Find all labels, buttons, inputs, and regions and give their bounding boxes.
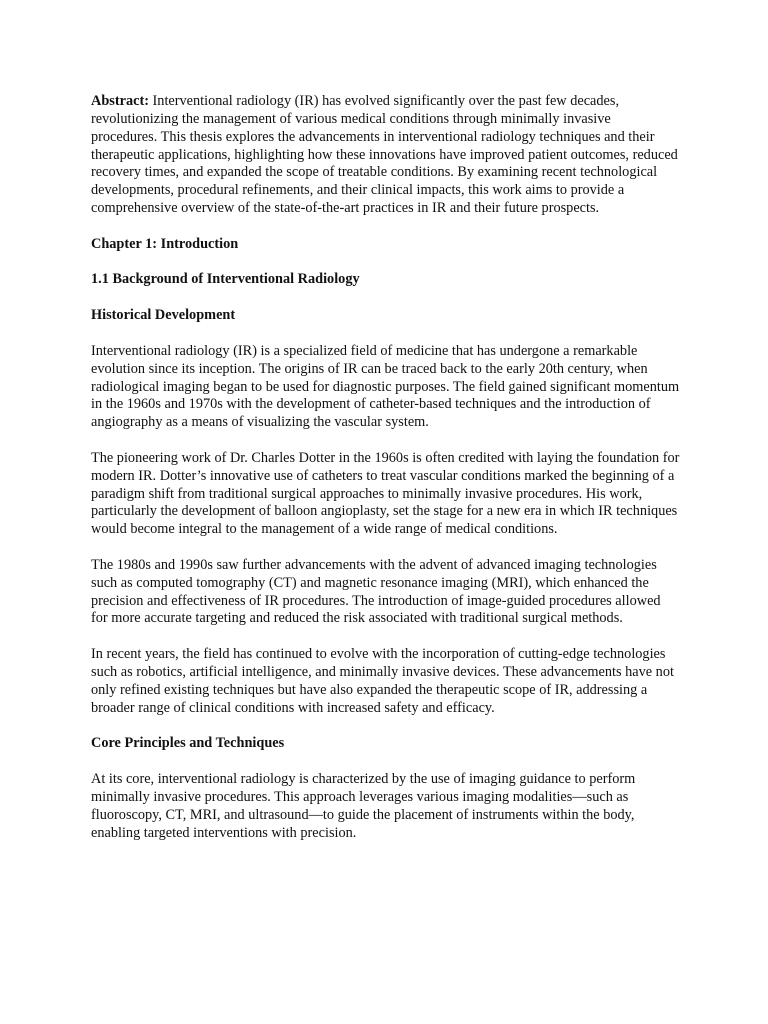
abstract-label: Abstract: [91,93,149,109]
historical-paragraph-3: The 1980s and 1990s saw further advancements with the advent of advanced imaging technologies such as computed tomography (CT) and magnetic resonance imaging (MRI), which enhanced the precision and effectiveness of IR procedures. The introduction of image-guided procedures allowed for more accurate targeting and reduced the risk associated with traditional surgical methods. [91,556,661,627]
historical-paragraph-4: In recent years, the field has continued to evolve with the incorporation of cutting-edge technologies such as robotics, artificial intelligence, and minimally invasive devices. These advancements have not only refined existing techniques but have also expanded the therapeutic scope of IR, addressing a broader range of clinical conditions with increased safety and efficacy. [91,646,674,716]
historical-paragraph-2: The pioneering work of Dr. Charles Dotter in the 1960s is often credited with laying the foundation for modern IR. Dotter’s innovative use of catheters to treat vascular conditions marked the beginning of a paradigm shift from traditional surgical approaches to minimally invasive procedures. His work, particularly the development of balloon angioplasty, set the stage for a new era in which IR techniques would become integral to the management of a wide range of medical conditions. [91,449,680,538]
abstract-paragraph [91,93,680,218]
historical-development-heading: Historical Development [91,307,236,324]
chapter-title: Chapter 1: Introduction [91,235,239,252]
core-paragraph-1: At its core, interventional radiology is characterized by the use of imaging guidance to perform minimally invasive procedures. This approach leverages various imaging modalities—such as fluoroscopy, CT, MRI, and ultrasound—to guide the placement of instruments within the body, enabling targeted interventions with precision. [91,771,636,841]
abstract-text: Interventional radiology (IR) has evolved significantly over the past few decades, revolutionizing the management of various medical conditions through minimally invasive procedures. This thesis explores the advancements in interventional radiology techniques and their therapeutic applications, highlighting how these innovations have improved patient outcomes, reduced recovery times, and expanded the scope of treatable conditions. By examining recent technological developments, procedural refinements, and their clinical impacts, this work aims to provide a comprehensive overview of the state-of-the-art practices in IR and their future prospects. [91,93,678,217]
section-title: 1.1 Background of Interventional Radiology [91,271,360,288]
core-principles-heading: Core Principles and Techniques [91,735,285,752]
historical-paragraph-1: Interventional radiology (IR) is a specialized field of medicine that has undergone a remarkable evolution since its inception. The origins of IR can be traced back to the early 20th century, when radiological imaging began to be used for diagnostic purposes. The field gained significant momentum in the 1960s and 1970s with the development of catheter-based techniques and the introduction of angiography as a means of visualizing the vascular system. [91,342,680,431]
